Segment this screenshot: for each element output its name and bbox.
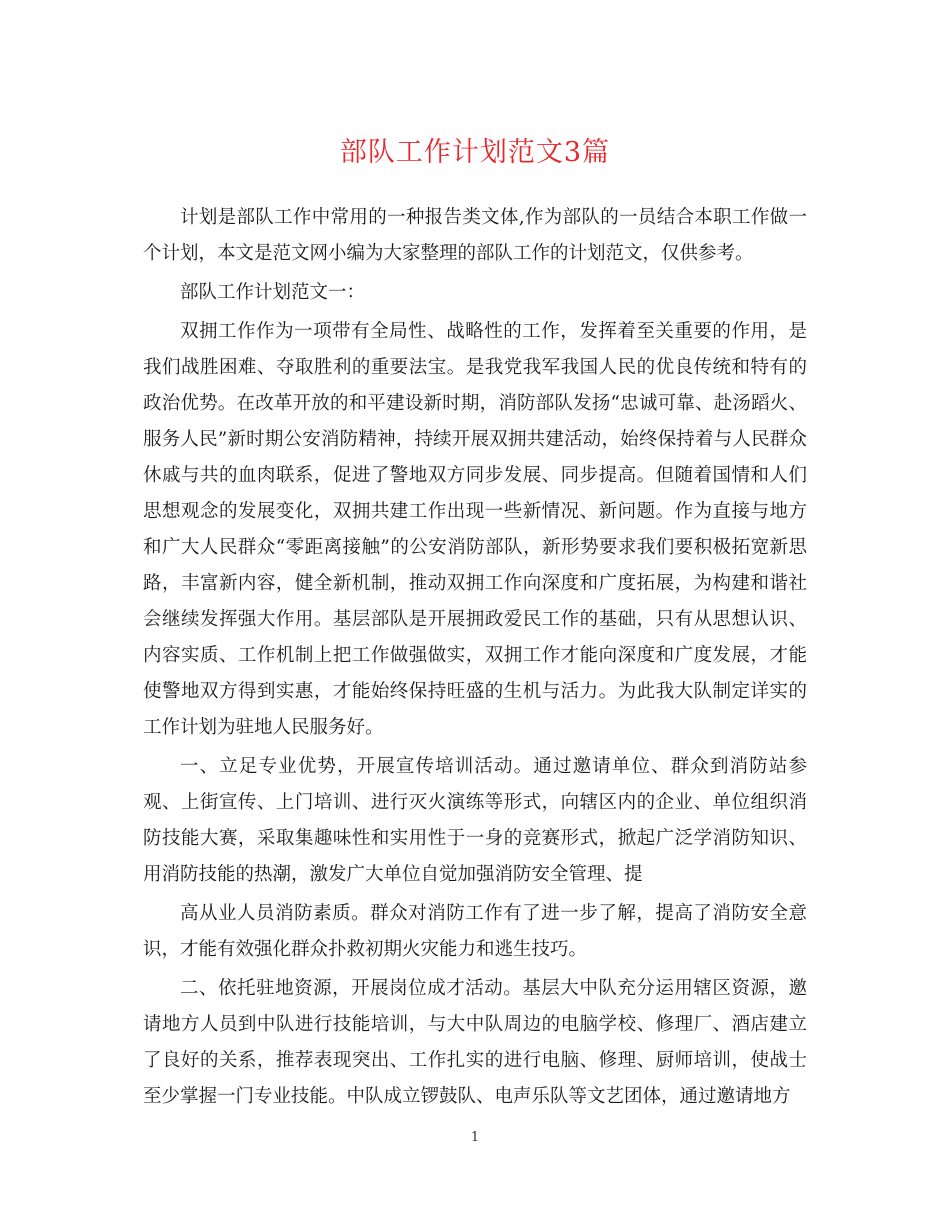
- intro-paragraph: 计划是部队工作中常用的一种报告类文体,作为部队的一员结合本职工作做一个计划，本文是范文网小编为大家整理的部队工作的计划范文，仅供参考。: [143, 207, 807, 264]
- page-number: 1: [470, 1130, 480, 1145]
- body-paragraph: 二、依托驻地资源，开展岗位成才活动。基层大中队充分运用辖区资源，邀请地方人员到中队进行技能培训，与大中队周边的电脑学校、修理厂、酒店建立了良好的关系，推荐表现突出、工作扎实的进行电脑、修理、厨师培训，使战士至少掌握一门专业技能。中队成立锣鼓队、电声乐队等文艺团体，通过邀请地方: [143, 978, 807, 1107]
- document-body: [143, 200, 807, 1118]
- section-heading-one: 部队工作计划范文一：: [180, 282, 366, 303]
- body-paragraph: 高从业人员消防素质。群众对消防工作有了进一步了解，提高了消防安全意识，才能有效强化群众扑救初期火灾能力和逃生技巧。: [143, 903, 807, 960]
- page-title: 部队工作计划范文3篇: [339, 137, 611, 168]
- body-paragraph: 双拥工作作为一项带有全局性、战略性的工作，发挥着至关重要的作用，是我们战胜困难、夺取胜利的重要法宝。是我党我军我国人民的优良传统和特有的政治优势。在改革开放的和平建设新时期，消防部队发扬“忠诚可靠、赴汤蹈火、服务人民”新时期公安消防精神，持续开展双拥共建活动，始终保持着与人民群众休戚与共的血肉联系，促进了警地双方同步发展、同步提高。但随着国情和人们思想观念的发展变化，双拥共建工作出现一些新情况、新问题。作为直接与地方和广大人民群众“零距离接触”的公安消防部队，新形势要求我们要积极拓宽新思路，丰富新内容，健全新机制，推动双拥工作向深度和广度拓展，为构建和谐社会继续发挥强大作用。基层部队是开展拥政爱民工作的基础，只有从思想认识、内容实质、工作机制上把工作做强做实，双拥工作才能向深度和广度发展，才能使警地双方得到实惠，才能始终保持旺盛的生机与活力。为此我大队制定详实的工作计划为驻地人民服务好。: [143, 321, 807, 738]
- body-paragraph: 一、立足专业优势，开展宣传培训活动。通过邀请单位、群众到消防站参观、上街宣传、上门培训、进行灭火演练等形式，向辖区内的企业、单位组织消防技能大赛，采取集趣味性和实用性于一身的竞赛形式，掀起广泛学消防知识、用消防技能的热潮，激发广大单位自觉加强消防安全管理、提: [143, 756, 807, 885]
